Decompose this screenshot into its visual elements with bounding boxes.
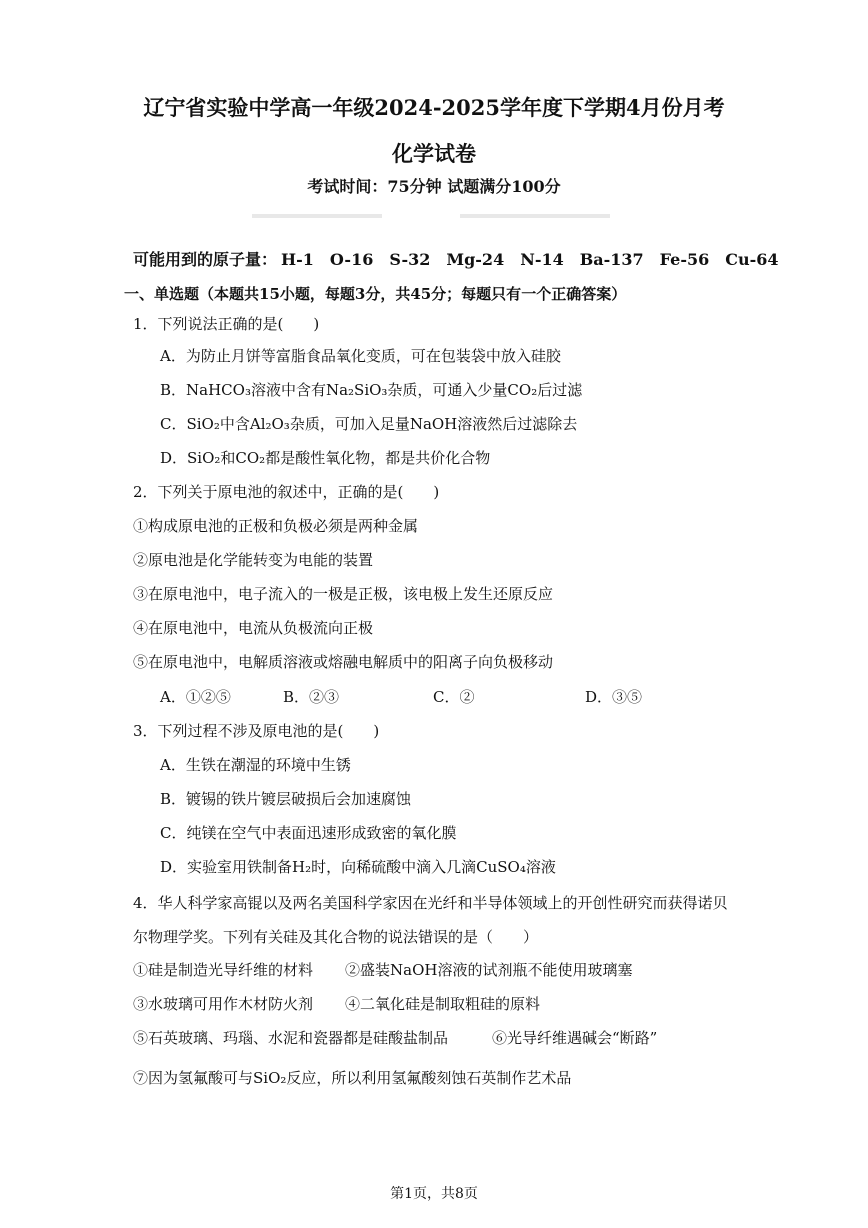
q3-option-d: D．实验室用铁制备H₂时，向稀硫酸中滴入几滴CuSO₄溶液 [160, 858, 556, 876]
atomic-masses-label: 可能用到的原子量： [133, 250, 278, 269]
atomic-mass-item: Ba-137 [579, 250, 644, 269]
q1-option-b: B．NaHCO₃溶液中含有Na₂SiO₃杂质，可通入少量CO₂后过滤 [160, 381, 583, 399]
atomic-mass-item: O-16 [329, 250, 374, 269]
exam-subject: 化学试卷 [392, 141, 476, 166]
q1-stem: 1．下列说法正确的是( ) [133, 315, 320, 333]
exam-title: 辽宁省实验中学高一年级2024-2025学年度下学期4月份月考 [143, 95, 725, 120]
q4-statement: ⑤石英玻璃、玛瑙、水泥和瓷器都是硅酸盐制品 [133, 1029, 449, 1047]
q3-option-c: C．纯镁在空气中表面迅速形成致密的氧化膜 [160, 824, 457, 842]
q1-option-c: C．SiO₂中含Al₂O₃杂质，可加入足量NaOH溶液然后过滤除去 [160, 415, 578, 433]
section-heading: 一、单选题（本题共15小题，每题3分，共45分；每题只有一个正确答案） [124, 285, 627, 303]
q3-option-b: B．镀锡的铁片镀层破损后会加速腐蚀 [160, 790, 412, 808]
exam-info: 考试时间：75分钟 试题满分100分 [307, 177, 561, 196]
q4-stem-line1: 4．华人科学家高锟以及两名美国科学家因在光纤和半导体领域上的开创性研究而获得诺贝 [133, 894, 728, 912]
atomic-mass-item: N-14 [520, 250, 564, 269]
q2-statement: ⑤在原电池中，电解质溶液或熔融电解质中的阳离子向负极移动 [133, 653, 554, 671]
q4-statement: ⑥光导纤维遇碱会“断路” [492, 1029, 658, 1047]
q1-option-a: A．为防止月饼等富脂食品氧化变质，可在包装袋中放入硅胶 [160, 347, 561, 365]
q4-statement: ③水玻璃可用作木材防火剂 [133, 995, 314, 1013]
atomic-mass-item: Cu-64 [725, 250, 779, 269]
q1-option-d: D．SiO₂和CO₂都是酸性氧化物，都是共价化合物 [160, 449, 491, 467]
q2-option-d: D．③⑤ [585, 688, 643, 706]
atomic-mass-item: H-1 [281, 250, 314, 269]
q2-statement: ④在原电池中，电流从负极流向正极 [133, 619, 374, 637]
q2-statement: ③在原电池中，电子流入的一极是正极，该电极上发生还原反应 [133, 585, 554, 603]
q4-statement: ①硅是制造光导纤维的材料 [133, 961, 314, 979]
q3-stem: 3．下列过程不涉及原电池的是( ) [133, 722, 380, 740]
q2-option-b: B．②③ [283, 688, 340, 706]
q4-statement: ④二氧化硅是制取粗硅的原料 [345, 995, 541, 1013]
q2-statement: ②原电池是化学能转变为电能的装置 [133, 551, 374, 569]
atomic-mass-item: Fe-56 [659, 250, 710, 269]
atomic-masses [133, 250, 779, 270]
faded-mark [252, 214, 382, 218]
atomic-mass-item: S-32 [389, 250, 431, 269]
page-footer: 第1页，共8页 [390, 1186, 478, 1202]
q2-stem: 2．下列关于原电池的叙述中，正确的是( ) [133, 483, 440, 501]
q2-statement: ①构成原电池的正极和负极必须是两种金属 [133, 517, 419, 535]
q2-option-c: C．② [433, 688, 475, 706]
atomic-mass-item: Mg-24 [446, 250, 505, 269]
q2-option-a: A．①②⑤ [160, 688, 231, 706]
q4-statement: ②盛装NaOH溶液的试剂瓶不能使用玻璃塞 [345, 961, 633, 979]
q4-stem-line2: 尔物理学奖。下列有关硅及其化合物的说法错误的是（ ） [133, 928, 539, 946]
faded-mark [460, 214, 610, 218]
q4-statement: ⑦因为氢氟酸可与SiO₂反应，所以利用氢氟酸刻蚀石英制作艺术品 [133, 1069, 572, 1087]
q3-option-a: A．生铁在潮湿的环境中生锈 [160, 756, 351, 774]
